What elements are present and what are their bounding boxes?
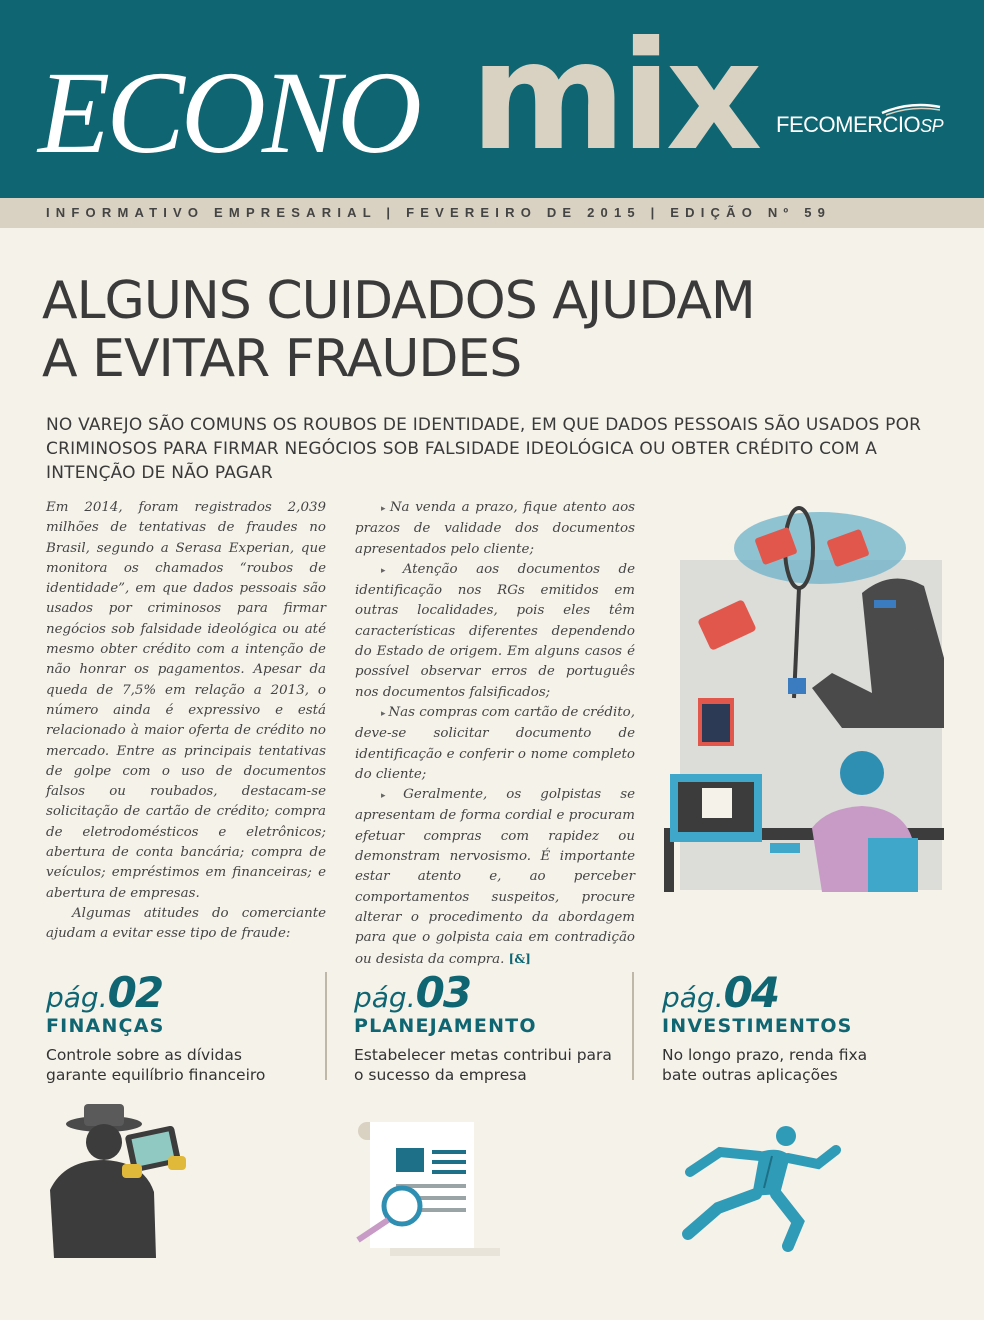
article-column-2	[355, 498, 635, 970]
description-line: garante equilíbrio financeiro	[46, 1066, 266, 1084]
section-title: PLANEJAMENTO	[354, 1015, 537, 1037]
publisher-swoosh-icon	[880, 103, 942, 117]
tip-bullet: ▸ Na venda a prazo, fique atento aos prazos de validade dos documentos apresentados pelo cliente;	[355, 498, 635, 560]
description-line: bate outras aplicações	[662, 1066, 838, 1084]
man-with-tablet-illustration	[44, 1100, 194, 1258]
logo-econo: ECONO	[38, 47, 418, 178]
section-page-ref	[46, 968, 336, 1017]
tip-bullet: ▸ Nas compras com cartão de crédito, deve-se solicitar documento de identificação e conferir o nome completo do cliente;	[355, 703, 635, 785]
publisher-suffix: SP	[920, 116, 944, 136]
section-description	[354, 1045, 644, 1085]
section-description	[46, 1045, 336, 1085]
section-divider	[632, 972, 634, 1080]
logo-mix: mix	[470, 10, 757, 184]
section-description	[662, 1045, 952, 1085]
headline-line-1: ALGUNS CUIDADOS AJUDAM	[42, 271, 755, 331]
publisher-name: FECOMERCIO	[776, 112, 921, 137]
page-number: 02	[107, 968, 163, 1017]
running-man-illustration	[660, 1122, 850, 1254]
article-lede: NO VAREJO SÃO COMUNS OS ROUBOS DE IDENTIDADE, EM QUE DADOS PESSOAIS SÃO USADOS POR CRIMINOSOS PARA FIRMAR NEGÓCIOS SOB FALSIDADE IDEOLÓGICA OU OBTER CRÉDITO COM A INTENÇÃO DE NÃO PAGAR	[46, 415, 922, 483]
section-financas[interactable]	[46, 968, 336, 1085]
headline-line-2: A EVITAR FRAUDES	[42, 329, 522, 389]
section-page-ref	[354, 968, 644, 1017]
issue-info: INFORMATIVO EMPRESARIAL | FEVEREIRO DE 2015 | EDIÇÃO Nº 59	[46, 205, 832, 220]
end-mark: [&]	[508, 951, 531, 966]
section-planejamento[interactable]	[354, 968, 644, 1085]
body-paragraph: Algumas atitudes do comerciante ajudam a evitar esse tipo de fraude:	[46, 905, 326, 942]
section-investimentos[interactable]	[662, 968, 952, 1085]
page-number: 04	[723, 968, 779, 1017]
article-column-1	[46, 498, 326, 945]
description-line: No longo prazo, renda fixa	[662, 1046, 868, 1064]
description-line: o sucesso da empresa	[354, 1066, 527, 1084]
page-prefix: pág.	[46, 981, 108, 1014]
fraud-illustration	[662, 498, 944, 898]
description-line: Controle sobre as dívidas	[46, 1046, 242, 1064]
section-page-ref	[662, 968, 952, 1017]
tip-bullet-text: ▸ Geralmente, os golpistas se apresentam de forma cordial e procuram efetuar compras com rapidez ou demonstram nervosismo. É importante estar atento e, ao perceber comportamentos suspeitos, procure alterar o procedimento da abordagem para que o golpista caia em contradição ou desista da compra.	[355, 787, 635, 966]
body-paragraph: Em 2014, foram registrados 2,039 milhões de tentativas de fraudes no Brasil, segundo a Serasa Experian, que monitora os chamados “roubos de identidade”, em que dados pessoais são usados por criminosos para firmar negócios sob falsidade ideológica ou até mesmo obter crédito com a intenção de não honrar os pagamentos. Apesar da queda de 7,5% em relação a 2013, o número ainda é expressivo e está relacionado à maior oferta de crédito no mercado. Entre as principais tentativas de golpe com o uso de documentos falsos ou roubados, destacam-se solicitação de cartão de crédito; compra de eletrodomésticos e eletrônicos; abertura de conta bancária; compra de veículos; empréstimos em financeiras; e abertura de empresas.	[46, 500, 326, 901]
tip-bullet-last	[355, 785, 635, 970]
tip-bullet: ▸ Atenção aos documentos de identificação nos RGs emitidos em outras localidades, pois eles têm características diferentes dependendo do Estado de origem. Em alguns casos é possível observar erros de português nos documentos falsificados;	[355, 560, 635, 703]
document-with-magnifier-illustration	[352, 1118, 502, 1258]
description-line: Estabelecer metas contribui para	[354, 1046, 612, 1064]
section-divider	[325, 972, 327, 1080]
article-headline	[42, 272, 942, 388]
section-title: INVESTIMENTOS	[662, 1015, 853, 1037]
section-title: FINANÇAS	[46, 1015, 165, 1037]
page-number: 03	[415, 968, 471, 1017]
page-prefix: pág.	[354, 981, 416, 1014]
page-prefix: pág.	[662, 981, 724, 1014]
